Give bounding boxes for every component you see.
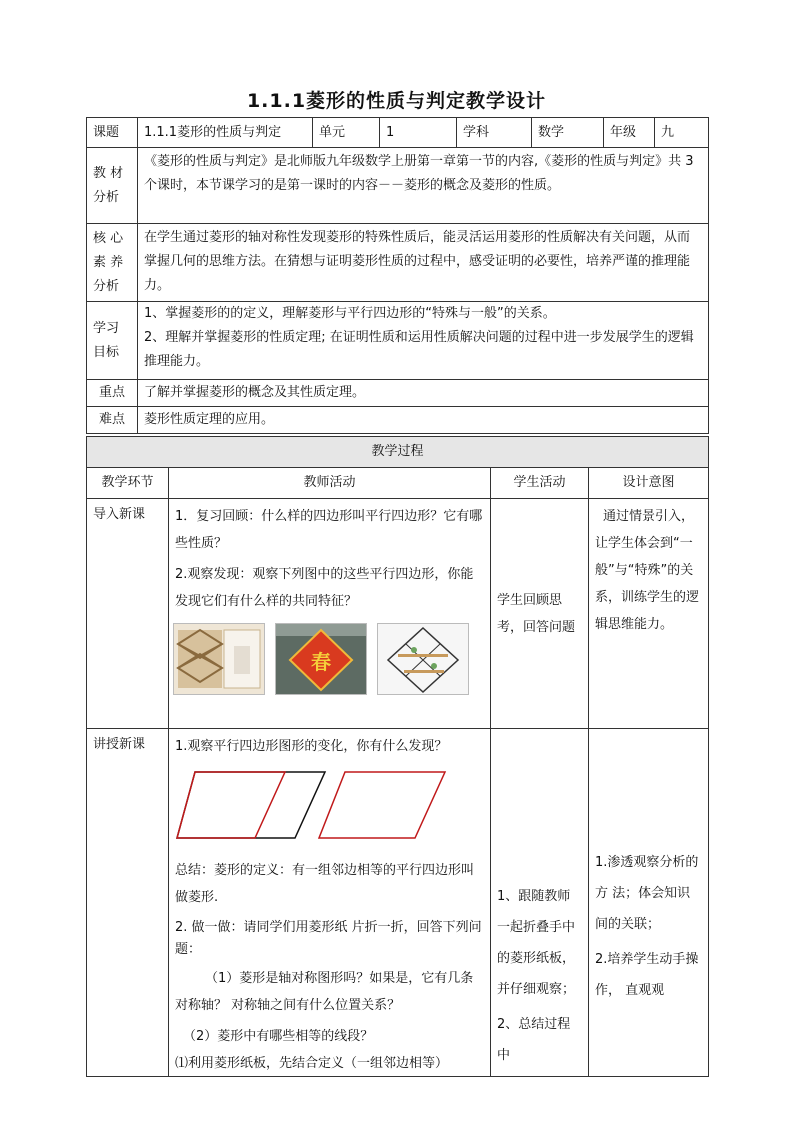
lecture-student-cell [491,729,589,1077]
process-table [86,436,709,1077]
spring-couplet-photo [275,623,367,695]
shelf-photo [377,623,469,695]
lecture-teacher-1: 1.观察平行四边形图形的变化，你有什么发现？ [175,739,448,754]
lecture-teacher-3: 2. 做一做：请同学们用菱形纸 片折一折，回答下列问题： [175,919,482,957]
lecture-student-1: 1、跟随教师一起折叠手中的菱形纸板，并仔细观察； [497,889,576,997]
intro-teacher-2: 2.观察发现：观察下列图中的这些平行四边形，你能发现它们有什么样的共同特征？ [175,567,474,609]
lecture-teacher-5: （2）菱形中有哪些相等的线段？ [183,1028,374,1044]
cabinet-photo [173,623,265,695]
lecture-intent-cell [589,729,709,1077]
unit-label: 单元 [313,118,380,148]
intro-teacher-cell [169,499,491,729]
key-point-label: 重点 [87,380,138,407]
literacy-text: 在学生通过菱形的轴对称性发现菱形的特殊性质后，能灵活运用菱形的性质解决有关问题，从而掌握几何的思维方法。在猜想与证明菱形性质的过程中，感受证明的必要性，培养严谨的推理能力。 [138,224,709,302]
lecture-teacher-6: ⑴利用菱形纸板，先结合定义（一组邻边相等） [175,1055,449,1071]
intro-intent-cell [589,499,709,729]
lecture-teacher-2: 总结：菱形的定义：有一组邻边相等的平行四边形叫做菱形. [175,862,475,905]
grade-label: 年级 [604,118,655,148]
col-teacher: 教师活动 [169,468,491,499]
intro-intent: 通过情景引入，让学生体会到“一般”与“特殊”的关系，训练学生的逻辑思维能力。 [595,509,700,632]
col-intent: 设计意图 [589,468,709,499]
parallelogram-figures [169,762,490,855]
course-label: 课题 [87,118,138,148]
lecture-stage: 讲授新课 [87,729,169,1077]
subject-value: 数学 [532,118,604,148]
lecture-teacher-4: （1）菱形是轴对称图形吗？如果是，它有几条对称轴？ 对称轴之间有什么位置关系？ [175,970,474,1013]
intro-stage: 导入新课 [87,499,169,729]
unit-value: 1 [380,118,457,148]
process-title: 教学过程 [87,437,709,468]
goals-label: 学习 目标 [87,302,138,380]
example-photos [169,617,490,695]
intro-student: 学生回顾思考，回答问题 [497,592,576,635]
analysis-label: 教 材 分析 [87,148,138,224]
intro-student-cell [491,499,589,729]
key-point-text: 了解并掌握菱形的概念及其性质定理。 [138,380,709,407]
intro-teacher-1: 1．复习回顾：什么样的四边形叫平行四边形？它有哪些性质？ [175,509,483,551]
goals-cell [138,302,709,380]
goal-item-1: 1、掌握菱形的的定义，理解菱形与平行四边形的“特殊与一般”的关系。 [144,306,556,321]
lesson-info-table [86,117,709,434]
col-stage: 教学环节 [87,468,169,499]
spring-character: 春 [311,650,331,674]
course-value: 1.1.1菱形的性质与判定 [138,118,313,148]
difficulty-text: 菱形性质定理的应用。 [138,407,709,434]
goal-item-2: 2、理解并掌握菱形的性质定理; 在证明性质和运用性质解决问题的过程中进一步发展学生的逻辑推理能力。 [144,330,694,369]
col-student: 学生活动 [491,468,589,499]
lecture-intent-2: 2.培养学生动手操作， 直观观 [595,952,699,998]
difficulty-label: 难点 [87,407,138,434]
grade-value: 九 [655,118,709,148]
analysis-text: 《菱形的性质与判定》是北师版九年级数学上册第一章第一节的内容,《菱形的性质与判定》共 3个课时，本节课学习的是第一课时的内容－－菱形的概念及菱形的性质。 [138,148,709,224]
page-title: 1.1.1菱形的性质与判定教学设计 [246,90,547,112]
literacy-label: 核 心 素 养 分析 [87,224,138,302]
subject-label: 学科 [457,118,532,148]
lecture-student-2: 2、总结过程中 [497,1017,571,1063]
lecture-intent-1: 1.渗透观察分析的方 法；体会知识间的关联； [595,855,699,932]
lecture-teacher-cell [169,729,491,1077]
